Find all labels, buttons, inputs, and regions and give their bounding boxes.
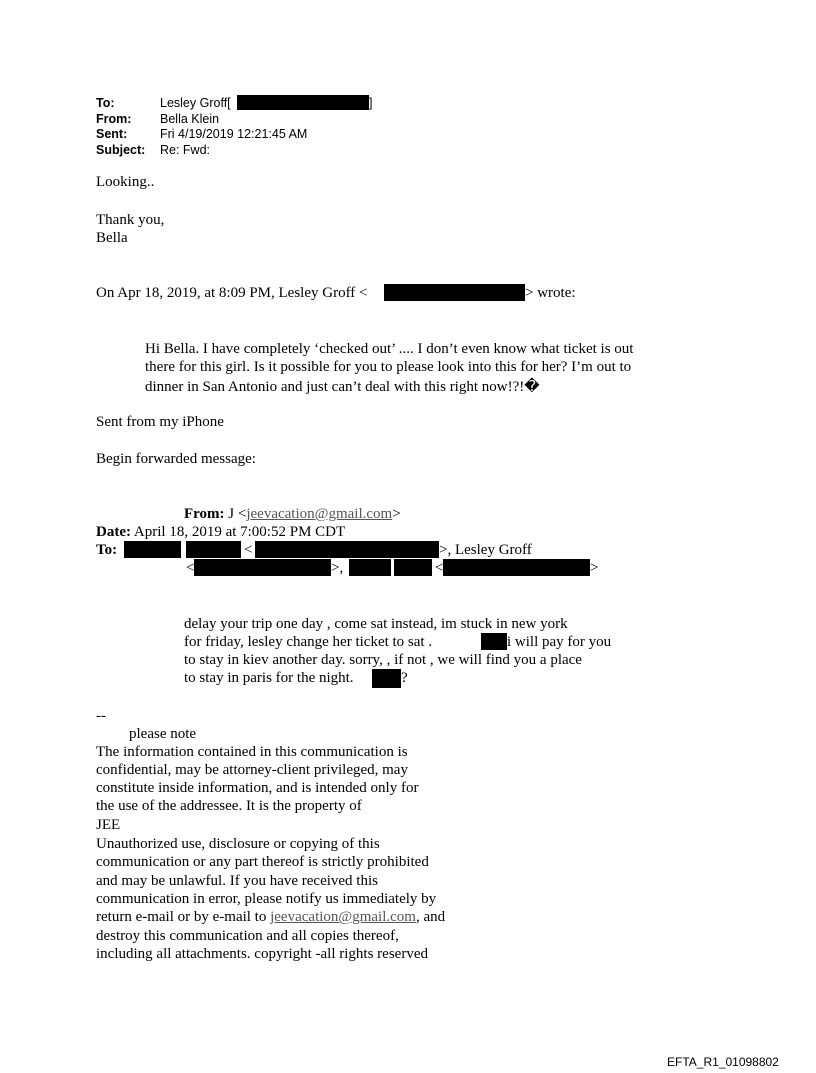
message-line: to stay in kiev another day. sorry, , if not , we will find you a place [184,652,582,668]
redaction-block [255,541,439,558]
redaction-block [124,541,181,558]
footer-line: the use of the addressee. It is the property of [96,798,362,814]
footer-line: communication or any part thereof is strictly prohibited [96,854,429,870]
sent-value: Fri 4/19/2019 12:21:45 AM [160,127,308,141]
message-line-cont: ? [401,670,408,686]
reply-thanks: Thank you, [96,212,165,228]
sent-label: Sent: [96,127,128,141]
redaction-block [372,669,401,688]
footer-please-note: please note [129,726,197,742]
fwd-to-groff: >, Lesley Groff [439,542,532,558]
quoted-line: Hi Bella. I have completely ‘checked out’ .... I don’t even know what ticket is out [145,341,634,357]
redaction-block [349,559,391,576]
redaction-block [443,559,590,576]
fwd-from-line: From: J <jeevacation@gmail.com> [184,506,401,522]
footer-line: communication in error, please notify us immediately by [96,891,437,907]
quoted-line: dinner in San Antonio and just can’t deal with this right now!?!� [145,379,540,395]
quote-intro-before: On Apr 18, 2019, at 8:09 PM, Lesley Groff < [96,285,368,301]
fwd-to-lt2: < [186,560,195,576]
redaction-block [384,284,525,301]
subject-value: Re: Fwd: [160,143,211,157]
subject-label: Subject: [96,143,146,157]
message-line-cont: i will pay for you [507,634,612,650]
redaction-block [186,541,241,558]
fwd-to-label: To: [96,542,118,558]
footer-line: constitute inside information, and is intended only for [96,780,419,796]
redaction-block [394,559,432,576]
footer-line: destroy this communication and all copies thereof, [96,928,399,944]
reply-looking: Looking.. [96,174,155,190]
from-value: Bella Klein [160,112,220,126]
quote-intro-after: > wrote: [525,285,576,301]
footer-line: and may be unlawful. If you have received this [96,873,378,889]
footer-email-link[interactable]: jeevacation@gmail.com [270,909,416,925]
footer-line: Unauthorized use, disclosure or copying of this [96,836,380,852]
to-value: Lesley Groff[ [160,96,231,110]
fwd-to-lt: < [244,542,253,558]
redaction-block [194,559,331,576]
begin-forwarded: Begin forwarded message: [96,451,256,467]
message-line: to stay in paris for the night. [184,670,354,686]
reply-signature: Bella [96,230,128,246]
sent-from-iphone: Sent from my iPhone [96,414,224,430]
document-id: EFTA_R1_01098802 [667,1055,779,1069]
redaction-block [237,95,369,110]
message-line: for friday, lesley change her ticket to sat . [184,634,433,650]
fwd-from-email-link[interactable]: jeevacation@gmail.com [246,506,393,522]
footer-line: including all attachments. copyright -all rights reserved [96,946,428,962]
redaction-block [481,633,507,650]
fwd-to-gt: > [590,560,599,576]
fwd-to-lt3: < [435,560,444,576]
fwd-date-line: Date: April 18, 2019 at 7:00:52 PM CDT [96,524,346,540]
footer-return-line: return e-mail or by e-mail to jeevacation@gmail.com, and [96,909,446,925]
from-label: From: [96,112,132,126]
message-line: delay your trip one day , come sat instead, im stuck in new york [184,616,568,632]
fwd-to-gt-comma: >, [331,560,344,576]
footer-line: confidential, may be attorney-client privileged, may [96,762,408,778]
footer-dashes: -- [96,708,106,724]
to-close-bracket: ] [369,96,373,110]
quoted-line: there for this girl. Is it possible for you to please look into this for her? I’m out to [145,359,632,375]
footer-line: JEE [96,817,121,833]
to-label: To: [96,96,115,110]
footer-line: The information contained in this communication is [96,744,408,760]
